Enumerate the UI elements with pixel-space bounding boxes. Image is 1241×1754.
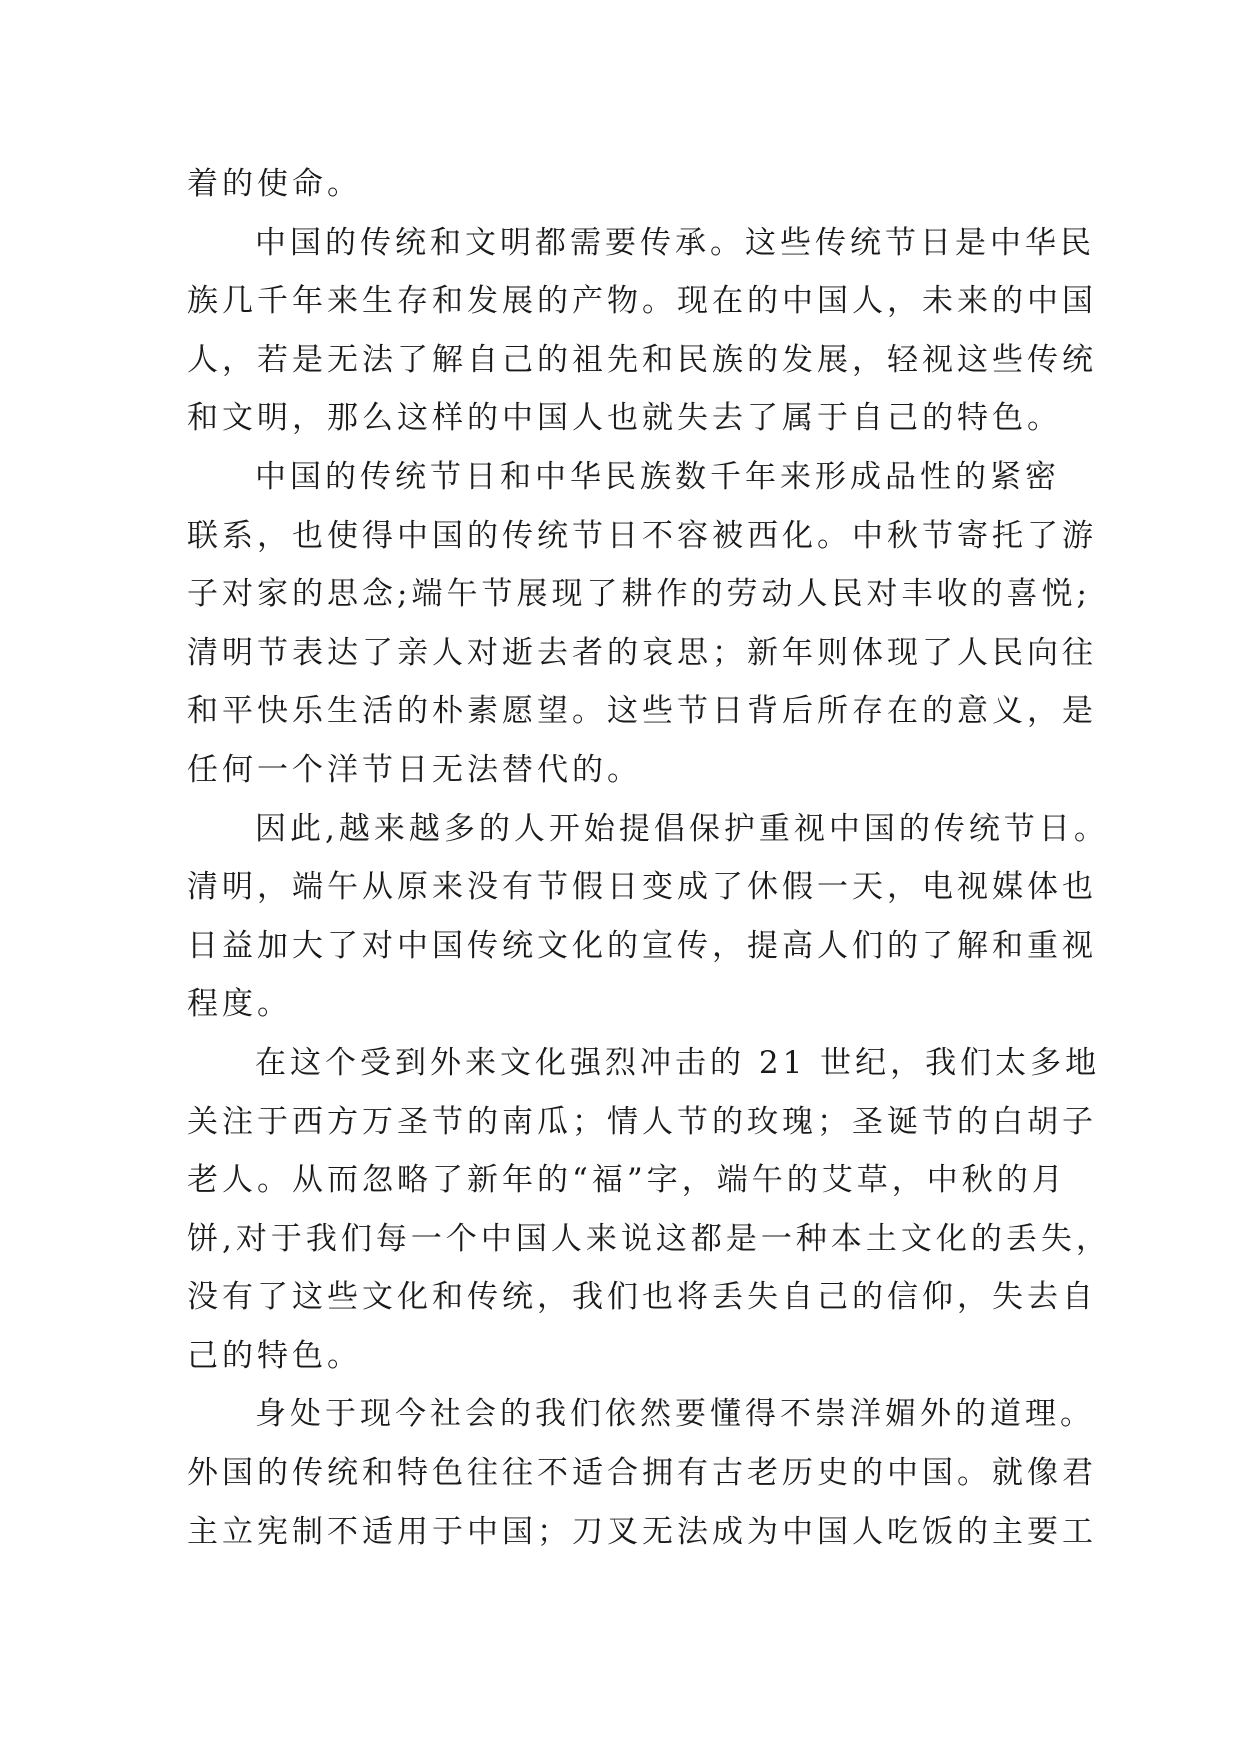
text-line: 人，若是无法了解自己的祖先和民族的发展，轻视这些传统 — [187, 341, 1097, 378]
text-line: 因此,越来越多的人开始提倡保护重视中国的传统节日。 — [255, 810, 1109, 847]
text-line: 主立宪制不适用于中国；刀叉无法成为中国人吃饭的主要工 — [187, 1513, 1097, 1550]
text-line: 族几千年来生存和发展的产物。现在的中国人，未来的中国 — [187, 283, 1097, 320]
text-line: 外国的传统和特色往往不适合拥有古老历史的中国。就像君 — [187, 1455, 1097, 1492]
paragraph — [187, 1034, 1111, 1386]
paragraph — [187, 800, 1109, 1034]
text-line: 在这个受到外来文化强烈冲击的 21 世纪，我们太多地 — [255, 1044, 1101, 1081]
text-line: 子对家的思念;端午节展现了耕作的劳动人民对丰收的喜悦; — [187, 576, 1091, 613]
text-line: 清明，端午从原来没有节假日变成了休假一天，电视媒体也 — [187, 869, 1097, 906]
paragraph — [187, 1385, 1097, 1561]
paragraph — [187, 448, 1097, 800]
text-line: 程度。 — [187, 986, 292, 1023]
body-text — [187, 155, 1111, 1561]
text-line: 中国的传统和文明都需要传承。这些传统节日是中华民 — [255, 224, 1095, 261]
text-line: 任何一个洋节日无法替代的。 — [187, 751, 642, 788]
paragraph — [187, 214, 1097, 448]
text-line: 和文明，那么这样的中国人也就失去了属于自己的特色。 — [187, 400, 1062, 437]
text-line: 没有了这些文化和传统，我们也将丢失自己的信仰，失去自 — [187, 1279, 1097, 1316]
text-line: 着的使命。 — [187, 166, 362, 202]
text-line: 老人。从而忽略了新年的“福”字，端午的艾草，中秋的月 — [187, 1162, 1067, 1199]
paragraph — [187, 155, 1057, 214]
text-line: 关注于西方万圣节的南瓜；情人节的玫瑰；圣诞节的白胡子 — [187, 1103, 1097, 1140]
text-line: 联系，也使得中国的传统节日不容被西化。中秋节寄托了游 — [187, 517, 1097, 554]
text-line: 清明节表达了亲人对逝去者的哀思；新年则体现了人民向往 — [187, 634, 1097, 671]
text-line: 和平快乐生活的朴素愿望。这些节日背后所存在的意义，是 — [187, 693, 1097, 730]
text-line: 饼,对于我们每一个中国人来说这都是一种本土文化的丢失， — [187, 1220, 1111, 1257]
text-line: 己的特色。 — [187, 1337, 362, 1374]
text-line: 身处于现今社会的我们依然要懂得不崇洋媚外的道理。 — [255, 1396, 1095, 1433]
text-line: 日益加大了对中国传统文化的宣传，提高人们的了解和重视 — [187, 927, 1097, 964]
text-line: 中国的传统节日和中华民族数千年来形成品性的紧密 — [255, 458, 1060, 495]
